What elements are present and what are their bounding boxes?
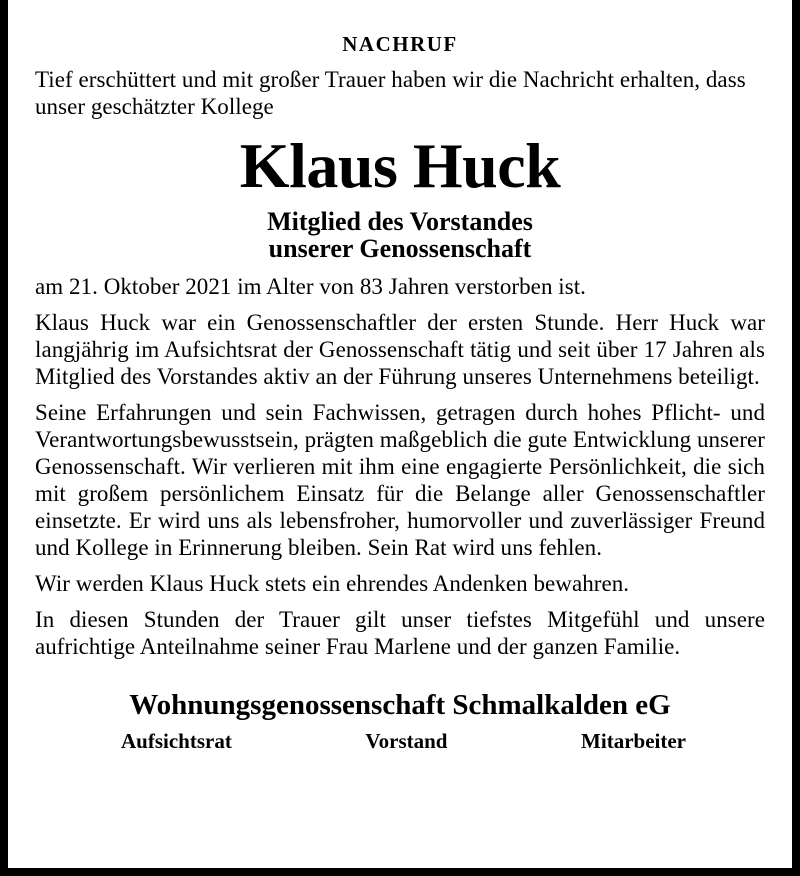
signers-row <box>35 728 765 754</box>
death-date-line: am 21. Oktober 2021 im Alter von 83 Jahren verstorben ist. <box>35 274 586 299</box>
deceased-role <box>35 208 765 262</box>
paragraph-remembrance: Wir werden Klaus Huck stets ein ehrendes Andenken bewahren. <box>35 571 630 596</box>
organization-name: Wohnungsgenossenschaft Schmalkalden eG <box>129 689 671 721</box>
paragraph-condolences: In diesen Stunden der Trauer gilt unser tiefstes Mitgefühl und unsere aufrichtige Anteilnahme seiner Frau Marlene und der ganzen Familie. <box>35 607 765 659</box>
paragraph-career: Klaus Huck war ein Genossenschaftler der ersten Stunde. Herr Huck war langjährig im Aufsichtsrat der Genossenschaft tätig und seit über 17 Jahren als Mitglied des Vorstandes aktiv an der Führung unseres Unternehmens beteiligt. <box>35 310 765 389</box>
paragraph-tribute: Seine Erfahrungen und sein Fachwissen, getragen durch hohes Pflicht- und Verantwortungsbewusstsein, prägten maßgeblich die gute Entwicklung unserer Genossenschaft. Wir verlieren mit ihm eine engagierte Persönlichkeit, die sich mit großem persönlichem Einsatz für die Belange aller Genossenschaftler einsetzte. Er wird uns als lebensfroher, humorvoller und zuverlässiger Freund und Kollege in Erinnerung bleiben. Sein Rat wird uns fehlen. <box>35 400 765 560</box>
signer-staff: Mitarbeiter <box>581 729 686 753</box>
intro-text: Tief erschüttert und mit großer Trauer haben wir die Nachricht erhalten, dass unser geschätzter Kollege <box>35 67 746 119</box>
role-line-2: unserer Genossenschaft <box>268 234 532 263</box>
role-line-1: Mitglied des Vorstandes <box>267 207 533 236</box>
signer-board: Vorstand <box>365 729 448 753</box>
notice-heading: NACHRUF <box>342 32 458 56</box>
signer-supervisory-board: Aufsichtsrat <box>121 729 232 753</box>
deceased-name: Klaus Huck <box>239 130 561 201</box>
